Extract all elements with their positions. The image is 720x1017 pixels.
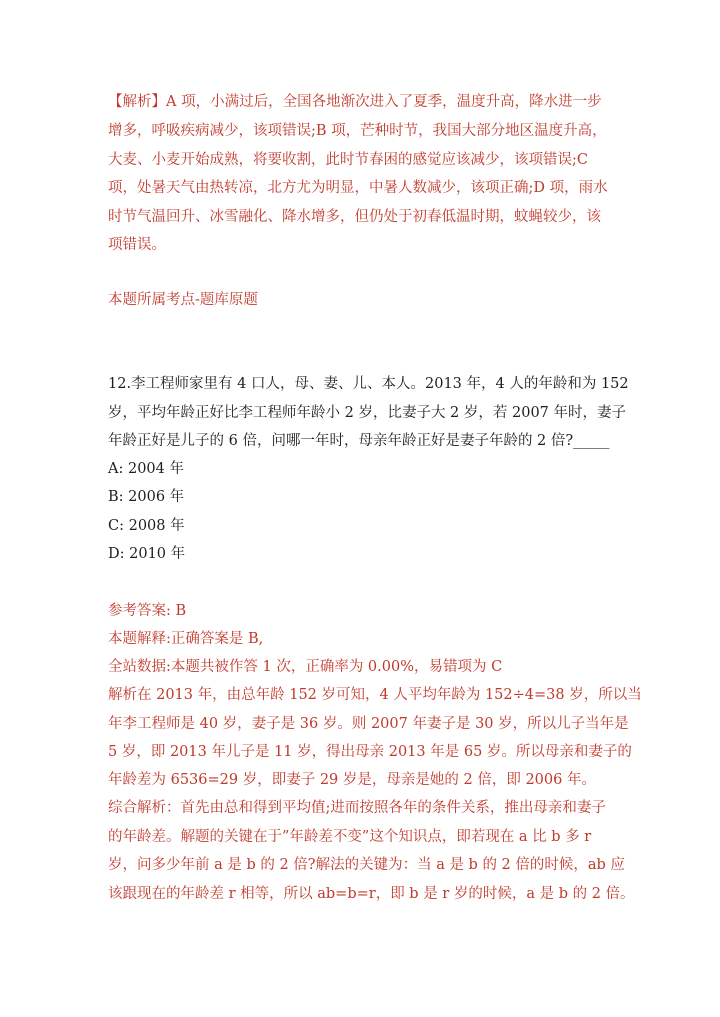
analysis-line: 大麦、小麦开始成熟，将要收割，此时节春困的感觉应该减少，该项错误;C: [108, 152, 588, 168]
analysis-line: 项错误。: [108, 237, 166, 253]
analysis-line: 项，处暑天气由热转凉，北方尤为明显，中暑人数减少，该项正确;D 项，雨水: [108, 180, 608, 196]
analysis-detail-line: 5 岁，即 2013 年儿子是 11 岁，得出母亲 2013 年是 65 岁。所以母亲和妻子的: [108, 744, 632, 760]
question-line: 年龄正好是儿子的 6 倍，问哪一年时，母亲年龄正好是妻子年龄的 2 倍?_____: [108, 433, 610, 449]
comprehensive-analysis-line: 综合解析：首先由总和得到平均值;进而按照各年的条件关系，推出母亲和妻子: [108, 800, 606, 816]
analysis-line: 【解析】A 项，小满过后，全国各地渐次进入了夏季，温度升高，降水进一步: [108, 94, 602, 110]
question-line: 岁，平均年龄正好比李工程师年龄小 2 岁，比妻子大 2 岁，若 2007 年时，妻子: [108, 405, 627, 421]
option-b: B: 2006 年: [108, 489, 185, 505]
analysis-detail-line: 年龄差为 6536=29 岁，即妻子 29 岁是，母亲是她的 2 倍，即 2006 年。: [108, 772, 596, 788]
analysis-line: 时节气温回升、冰雪融化、降水增多，但仍处于初春低温时期，蚊蝇较少，该: [108, 209, 601, 225]
source-note: 本题所属考点-题库原题: [108, 292, 258, 308]
comprehensive-analysis-line: 岁，问多少年前 a 是 b 的 2 倍?解法的关键为：当 a 是 b 的 2 倍的时候，ab 应: [108, 857, 625, 873]
option-d: D: 2010 年: [108, 546, 186, 562]
explanation-line: 本题解释:正确答案是 B,: [108, 631, 264, 647]
option-a: A: 2004 年: [108, 461, 184, 477]
analysis-detail-line: 年李工程师是 40 岁，妻子是 36 岁。则 2007 年妻子是 30 岁，所以儿子当年是: [108, 716, 629, 732]
question-line: 12.李工程师家里有 4 口人，母、妻、儿、本人。2013 年，4 人的年龄和为 152: [108, 376, 629, 392]
reference-answer: 参考答案: B: [108, 603, 187, 619]
site-data-line: 全站数据:本题共被作答 1 次，正确率为 0.00%，易错项为 C: [108, 659, 503, 675]
analysis-detail-line: 解析在 2013 年，由总年龄 152 岁可知，4 人平均年龄为 152÷4=38 岁，所以当: [108, 687, 642, 703]
option-c: C: 2008 年: [108, 518, 185, 534]
comprehensive-analysis-line: 该跟现在的年龄差 r 相等，所以 ab=b=r，即 b 是 r 岁的时候，a 是 b 的 2 倍。: [108, 886, 635, 902]
analysis-line: 增多，呼吸疾病减少，该项错误;B 项，芒种时节，我国大部分地区温度升高，: [108, 123, 607, 139]
comprehensive-analysis-line: 的年龄差。解题的关键在于”年龄差不变”这个知识点，即若现在 a 比 b 多 r: [108, 829, 592, 845]
